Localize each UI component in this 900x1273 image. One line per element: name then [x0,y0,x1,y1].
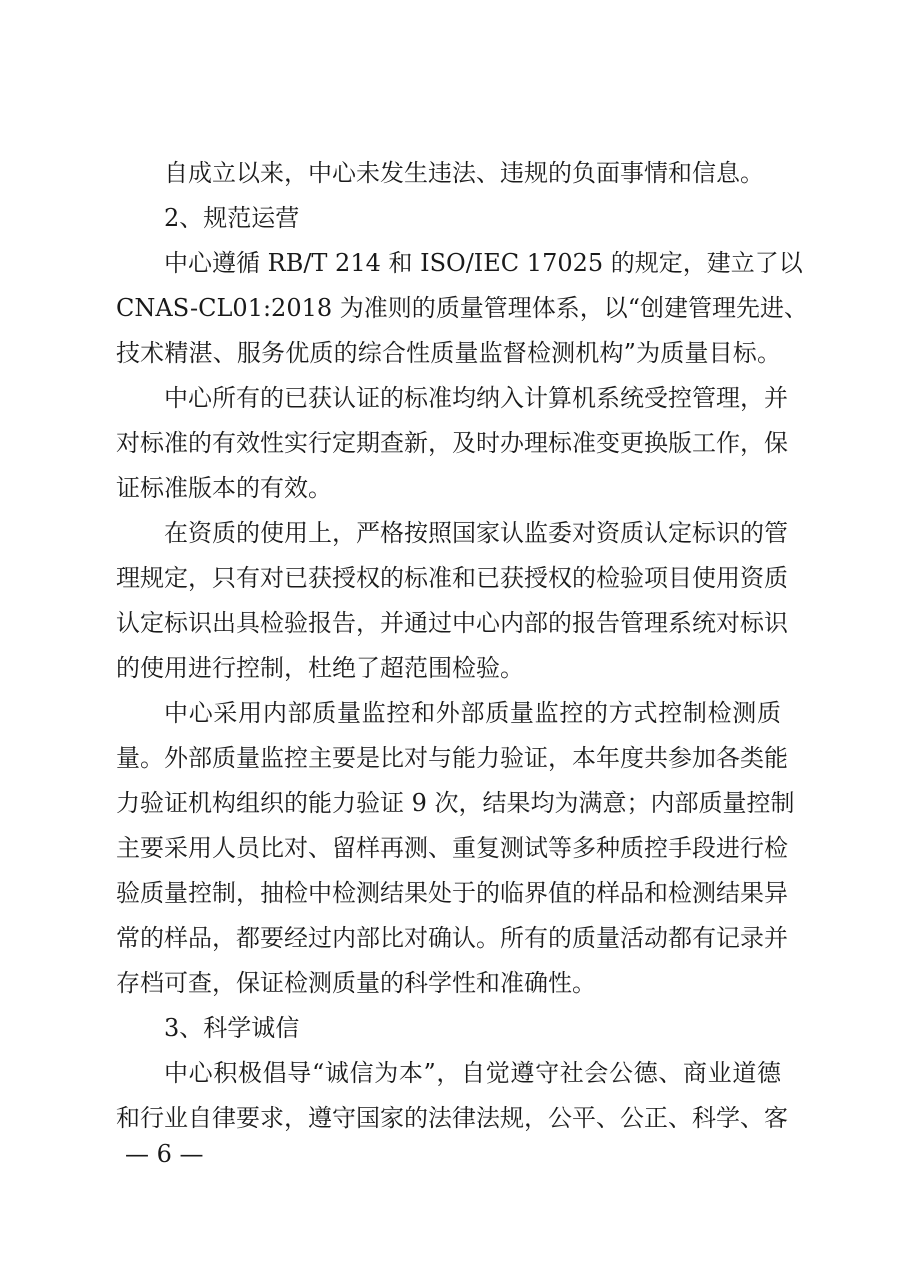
paragraph-line: 常的样品，都要经过内部比对确认。所有的质量活动都有记录并 [116,924,788,952]
section-heading-scientific-integrity: 3、科学诚信 [164,1014,300,1042]
paragraph-line: 中心遵循 RB/T 214 和 ISO/IEC 17025 的规定，建立了以 [164,249,803,277]
paragraph-line: 理规定，只有对已获授权的标准和已获授权的检验项目使用资质 [116,564,788,592]
paragraph-line: 和行业自律要求，遵守国家的法律法规，公平、公正、科学、客 [116,1104,788,1132]
paragraph-line: 对标准的有效性实行定期查新，及时办理标准变更换版工作，保 [116,429,788,457]
paragraph-line: 自成立以来，中心未发生违法、违规的负面事情和信息。 [164,159,764,187]
paragraph-line: 在资质的使用上，严格按照国家认监委对资质认定标识的管 [164,519,788,547]
paragraph-line: 中心采用内部质量监控和外部质量监控的方式控制检测质 [164,699,781,727]
section-heading-regulated-operation: 2、规范运营 [164,204,300,232]
paragraph-line: CNAS-CL01:2018 为准则的质量管理体系，以“创建管理先进、 [116,294,809,322]
paragraph-line: 主要采用人员比对、留样再测、重复测试等多种质控手段进行检 [116,834,788,862]
paragraph-line: 验质量控制，抽检中检测结果处于的临界值的样品和检测结果异 [116,879,788,907]
paragraph-line: 中心所有的已获认证的标准均纳入计算机系统受控管理，并 [164,384,788,412]
paragraph-line: 的使用进行控制，杜绝了超范围检验。 [116,654,524,682]
page-number: — 6 — [125,1140,204,1168]
paragraph-line: 存档可查，保证检测质量的科学性和准确性。 [116,969,596,997]
paragraph-line: 力验证机构组织的能力验证 9 次，结果均为满意；内部质量控制 [116,789,795,817]
paragraph-line: 证标准版本的有效。 [116,474,332,502]
paragraph-line: 认定标识出具检验报告，并通过中心内部的报告管理系统对标识 [116,609,788,637]
paragraph-line: 中心积极倡导“诚信为本”，自觉遵守社会公德、商业道德 [164,1059,781,1087]
paragraph-line: 技术精湛、服务优质的综合性质量监督检测机构”为质量目标。 [116,339,781,367]
paragraph-line: 量。外部质量监控主要是比对与能力验证，本年度共参加各类能 [116,744,788,772]
